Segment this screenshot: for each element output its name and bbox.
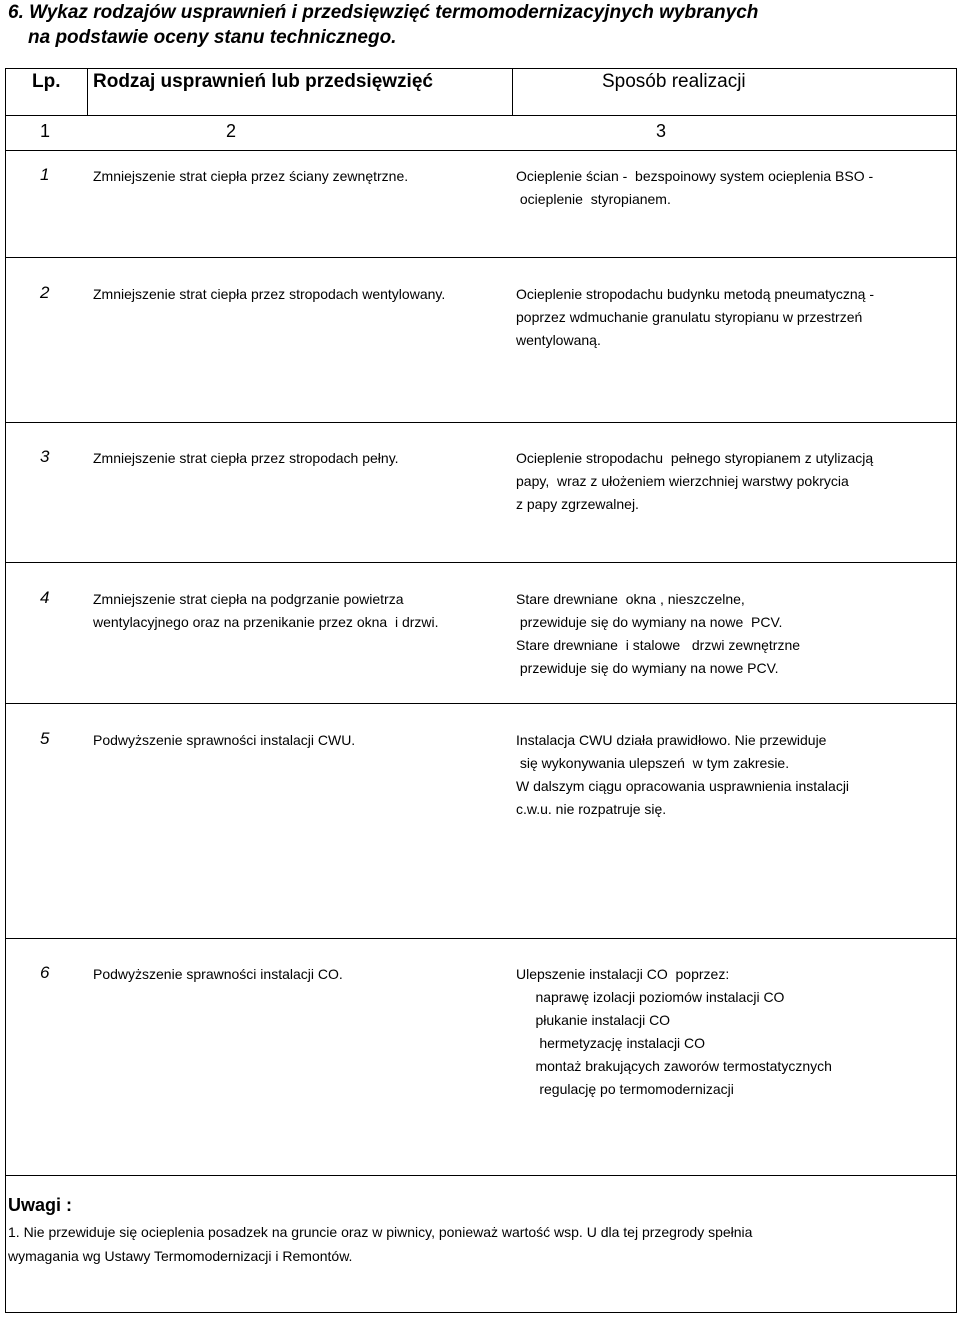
row-6-method <box>516 963 946 1101</box>
row-5-method-line-2: się wykonywania ulepszeń w tym zakresie. <box>516 755 790 771</box>
table-top-border <box>5 68 957 69</box>
row-2-method-line-3: wentylowaną. <box>516 332 601 348</box>
row-1-method-line-1: Ocieplenie ścian - bezspoinowy system ocieplenia BSO - <box>516 168 874 184</box>
notes-line-1: 1. Nie przewiduje się ocieplenia posadzek na gruncie oraz w piwnicy, ponieważ wartość wsp. U dla tej przegrody spełnia <box>8 1224 753 1240</box>
header-num-3: 3 <box>656 121 667 141</box>
row-2-bottom-border <box>5 422 957 423</box>
row-5-type <box>93 729 503 752</box>
row-4-method-line-1: Stare drewniane okna , nieszczelne, <box>516 591 745 607</box>
row-6-method-line-3: płukanie instalacji CO <box>516 1012 671 1028</box>
row-2-method-line-2: poprzez wdmuchanie granulatu styropianu w przestrzeń <box>516 309 863 325</box>
row-6-lp: 6 <box>40 963 50 982</box>
row-1-type <box>93 165 503 188</box>
row-1-lp: 1 <box>40 165 50 184</box>
document-title <box>8 0 758 50</box>
row-6-method-line-1: Ulepszenie instalacji CO poprzez: <box>516 966 730 982</box>
header-type: Rodzaj usprawnień lub przedsięwzięć <box>93 71 433 92</box>
row-6-type-line: Podwyższenie sprawności instalacji CO. <box>93 966 343 982</box>
notes-title: Uwagi : <box>8 1195 73 1215</box>
table-bottom-border <box>5 1312 957 1313</box>
header-lp: Lp. <box>32 71 61 92</box>
header-method: Sposób realizacji <box>602 71 746 92</box>
row-3-method-line-3: z papy zgrzewalnej. <box>516 496 639 512</box>
row-5-method-line-3: W dalszym ciągu opracowania usprawnienia instalacji <box>516 778 850 794</box>
row-3-lp: 3 <box>40 447 50 466</box>
row-6-type <box>93 963 503 986</box>
row-4-bottom-border <box>5 703 957 704</box>
row-5-method-line-4: c.w.u. nie rozpatruje się. <box>516 801 667 817</box>
row-6-bottom-border <box>5 1175 957 1176</box>
row-4-method-line-4: przewiduje się do wymiany na nowe PCV. <box>516 660 779 676</box>
row-5-lp: 5 <box>40 729 50 748</box>
row-5-type-line: Podwyższenie sprawności instalacji CWU. <box>93 732 356 748</box>
row-1-method <box>516 165 946 211</box>
row-3-bottom-border <box>5 562 957 563</box>
row-2-method <box>516 283 946 352</box>
row-6-method-line-4: hermetyzację instalacji CO <box>516 1035 706 1051</box>
row-4-type-line-2: wentylacyjnego oraz na przenikanie przez okna i drzwi. <box>93 614 439 630</box>
header-bottom-border <box>5 115 957 116</box>
header-num-2: 2 <box>226 121 237 141</box>
row-4-method <box>516 588 946 680</box>
row-6-method-line-2: naprawę izolacji poziomów instalacji CO <box>516 989 785 1005</box>
row-4-lp: 4 <box>40 588 50 607</box>
header-col-divider-1 <box>87 68 88 116</box>
numbers-bottom-border <box>5 150 957 151</box>
header-num-1: 1 <box>40 121 51 141</box>
table-right-border <box>956 68 957 1313</box>
notes-line-2: wymagania wg Ustawy Termomodernizacji i Remontów. <box>8 1248 353 1264</box>
row-4-type-line-1: Zmniejszenie strat ciepła na podgrzanie powietrza <box>93 591 404 607</box>
row-2-type <box>93 283 503 306</box>
row-4-method-line-2: przewiduje się do wymiany na nowe PCV. <box>516 614 783 630</box>
row-3-method-line-1: Ocieplenie stropodachu pełnego styropianem z utylizacją <box>516 450 874 466</box>
title-line-1: 6. Wykaz rodzajów usprawnień i przedsięwzięć termomodernizacyjnych wybranych <box>8 2 759 23</box>
row-6-method-line-5: montaż brakujących zaworów termostatycznych <box>516 1058 832 1074</box>
row-2-lp: 2 <box>40 283 50 302</box>
row-3-method-line-2: papy, wraz z ułożeniem wierzchniej warstwy pokrycia <box>516 473 849 489</box>
row-3-type <box>93 447 503 470</box>
row-1-type-line: Zmniejszenie strat ciepła przez ściany zewnętrzne. <box>93 168 409 184</box>
row-4-method-line-3: Stare drewniane i stalowe drzwi zewnętrzne <box>516 637 801 653</box>
row-1-method-line-2: ocieplenie styropianem. <box>516 191 671 207</box>
header-col-divider-2 <box>512 68 513 116</box>
row-3-method <box>516 447 946 516</box>
row-4-type <box>93 588 503 634</box>
notes-body <box>8 1220 948 1268</box>
row-3-type-line: Zmniejszenie strat ciepła przez stropodach pełny. <box>93 450 399 466</box>
row-5-method-line-1: Instalacja CWU działa prawidłowo. Nie przewiduje <box>516 732 827 748</box>
row-1-bottom-border <box>5 257 957 258</box>
row-5-method <box>516 729 946 821</box>
row-6-method-line-6: regulację po termomodernizacji <box>516 1081 734 1097</box>
table-left-border <box>5 68 6 1313</box>
row-2-type-line: Zmniejszenie strat ciepła przez stropodach wentylowany. <box>93 286 446 302</box>
title-line-2: na podstawie oceny stanu technicznego. <box>28 27 397 48</box>
row-5-bottom-border <box>5 938 957 939</box>
row-2-method-line-1: Ocieplenie stropodachu budynku metodą pneumatyczną - <box>516 286 874 302</box>
